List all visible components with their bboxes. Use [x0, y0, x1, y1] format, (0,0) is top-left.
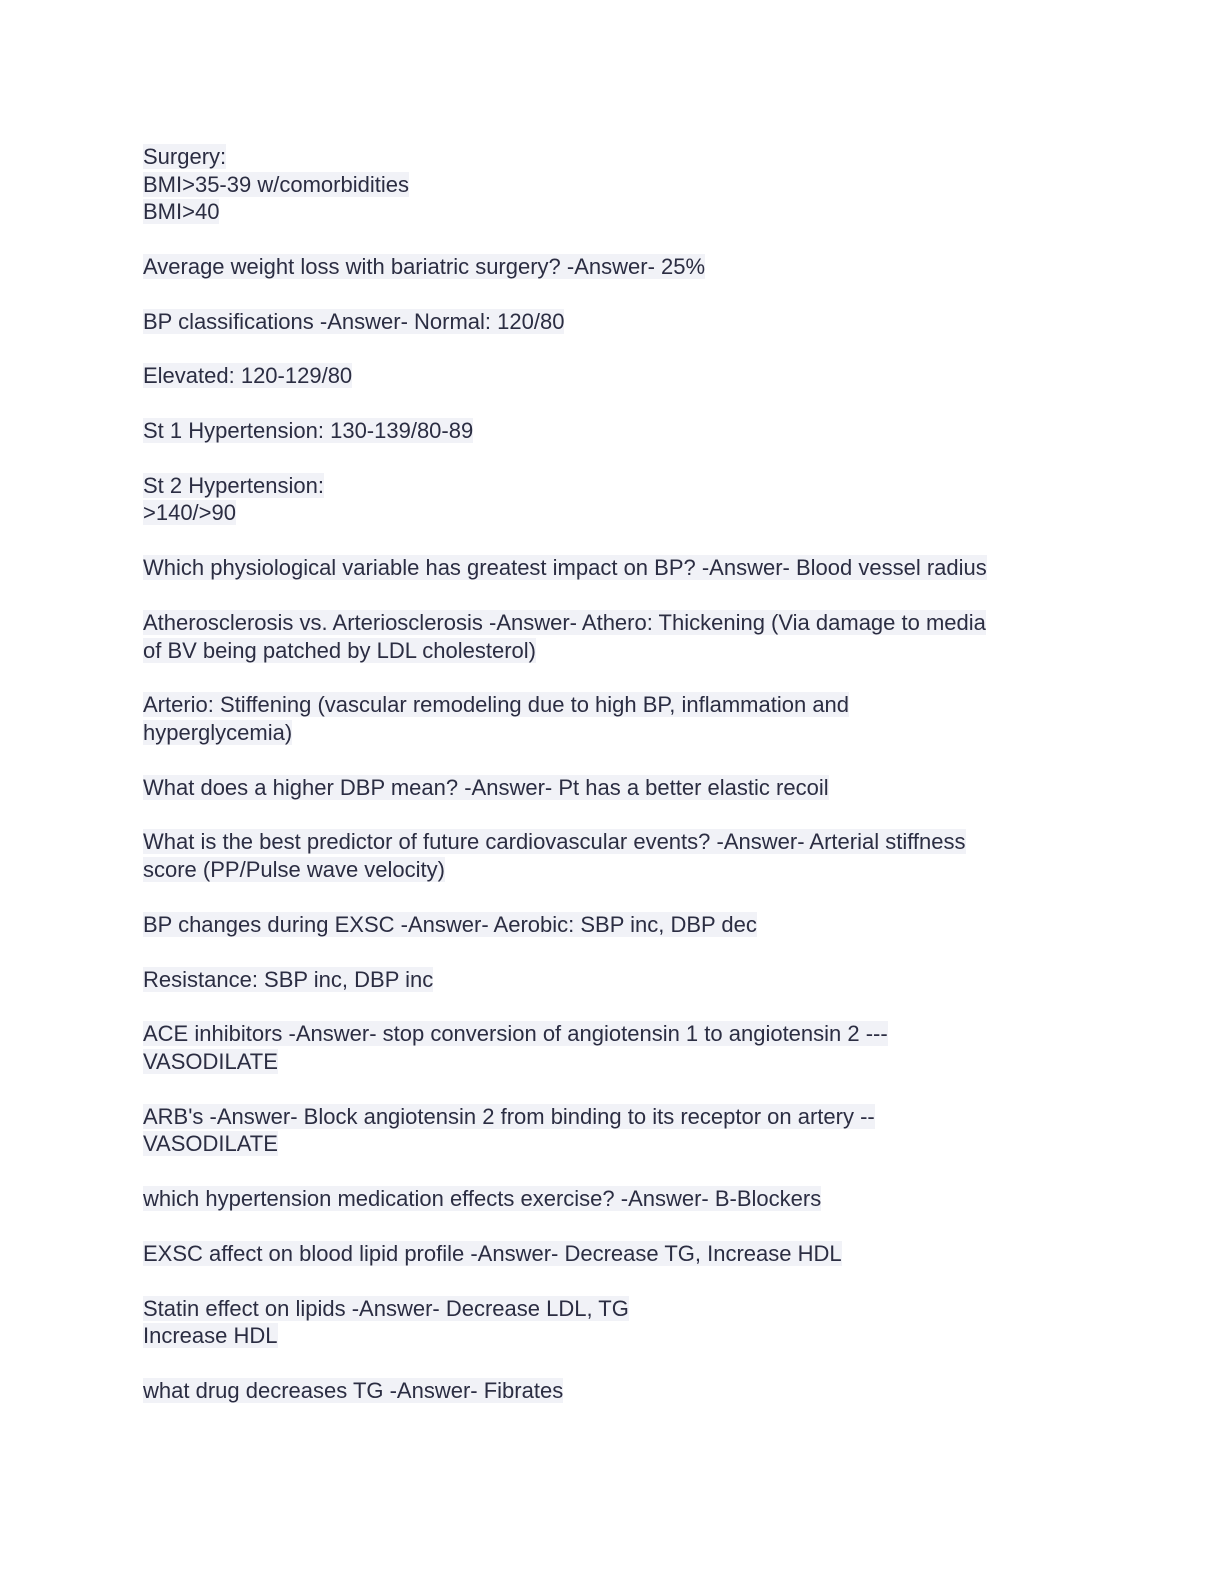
text-line: EXSC affect on blood lipid profile -Answer- Decrease TG, Increase HDL — [143, 1240, 842, 1266]
text-line: Arterio: Stiffening (vascular remodeling due to high BP, inflammation and — [143, 692, 850, 718]
text-line: of BV being patched by LDL cholesterol) — [143, 637, 536, 663]
text-line: Surgery: — [143, 144, 227, 169]
paragraph-predictor — [143, 828, 1083, 883]
paragraph-surgery — [143, 143, 1083, 226]
document-body — [143, 143, 1083, 1432]
text-line: what drug decreases TG -Answer- Fibrates — [143, 1377, 564, 1403]
paragraph-medication — [143, 1185, 1083, 1213]
paragraph-bp-variable — [143, 554, 1083, 582]
paragraph-athero — [143, 609, 1083, 664]
text-line: VASODILATE — [143, 1131, 278, 1157]
text-line: Elevated: 120-129/80 — [143, 363, 353, 389]
paragraph-ace — [143, 1020, 1083, 1075]
text-line: BMI>40 — [143, 199, 220, 224]
paragraph-arterio — [143, 691, 1083, 746]
paragraph-bp-classifications — [143, 308, 1083, 336]
paragraph-elevated — [143, 362, 1083, 390]
paragraph-fibrates — [143, 1377, 1083, 1405]
paragraph-statin — [143, 1295, 1083, 1350]
text-line: Average weight loss with bariatric surgery? -Answer- 25% — [143, 253, 706, 279]
text-line: St 2 Hypertension: — [143, 472, 324, 498]
text-line: VASODILATE — [143, 1048, 278, 1074]
text-line: St 1 Hypertension: 130-139/80-89 — [143, 418, 474, 444]
paragraph-arb — [143, 1103, 1083, 1158]
text-line: What is the best predictor of future cardiovascular events? -Answer- Arterial stiffness — [143, 829, 966, 855]
text-line: ACE inhibitors -Answer- stop conversion of angiotensin 1 to angiotensin 2 --- — [143, 1021, 888, 1047]
text-line: Resistance: SBP inc, DBP inc — [143, 966, 434, 992]
paragraph-stage-2 — [143, 472, 1083, 527]
paragraph-dbp — [143, 774, 1083, 802]
paragraph-bp-exsc — [143, 911, 1083, 939]
text-line: which hypertension medication effects exercise? -Answer- B-Blockers — [143, 1185, 822, 1211]
text-line: score (PP/Pulse wave velocity) — [143, 856, 445, 882]
text-line: Atherosclerosis vs. Arteriosclerosis -Answer- Athero: Thickening (Via damage to media — [143, 610, 986, 636]
paragraph-stage-1 — [143, 417, 1083, 445]
text-line: ARB's -Answer- Block angiotensin 2 from binding to its receptor on artery -- — [143, 1103, 875, 1129]
paragraph-weight-loss — [143, 253, 1083, 281]
text-line: What does a higher DBP mean? -Answer- Pt has a better elastic recoil — [143, 774, 829, 800]
text-line: Which physiological variable has greatest impact on BP? -Answer- Blood vessel radius — [143, 555, 987, 581]
text-line: Increase HDL — [143, 1323, 278, 1349]
text-line: BMI>35-39 w/comorbidities — [143, 171, 409, 197]
text-line: BP classifications -Answer- Normal: 120/80 — [143, 308, 565, 334]
text-line: BP changes during EXSC -Answer- Aerobic: SBP inc, DBP dec — [143, 911, 757, 937]
text-line: >140/>90 — [143, 500, 236, 526]
paragraph-lipid-profile — [143, 1240, 1083, 1268]
text-line: hyperglycemia) — [143, 719, 293, 745]
text-line: Statin effect on lipids -Answer- Decrease LDL, TG — [143, 1295, 629, 1321]
paragraph-resistance — [143, 966, 1083, 994]
